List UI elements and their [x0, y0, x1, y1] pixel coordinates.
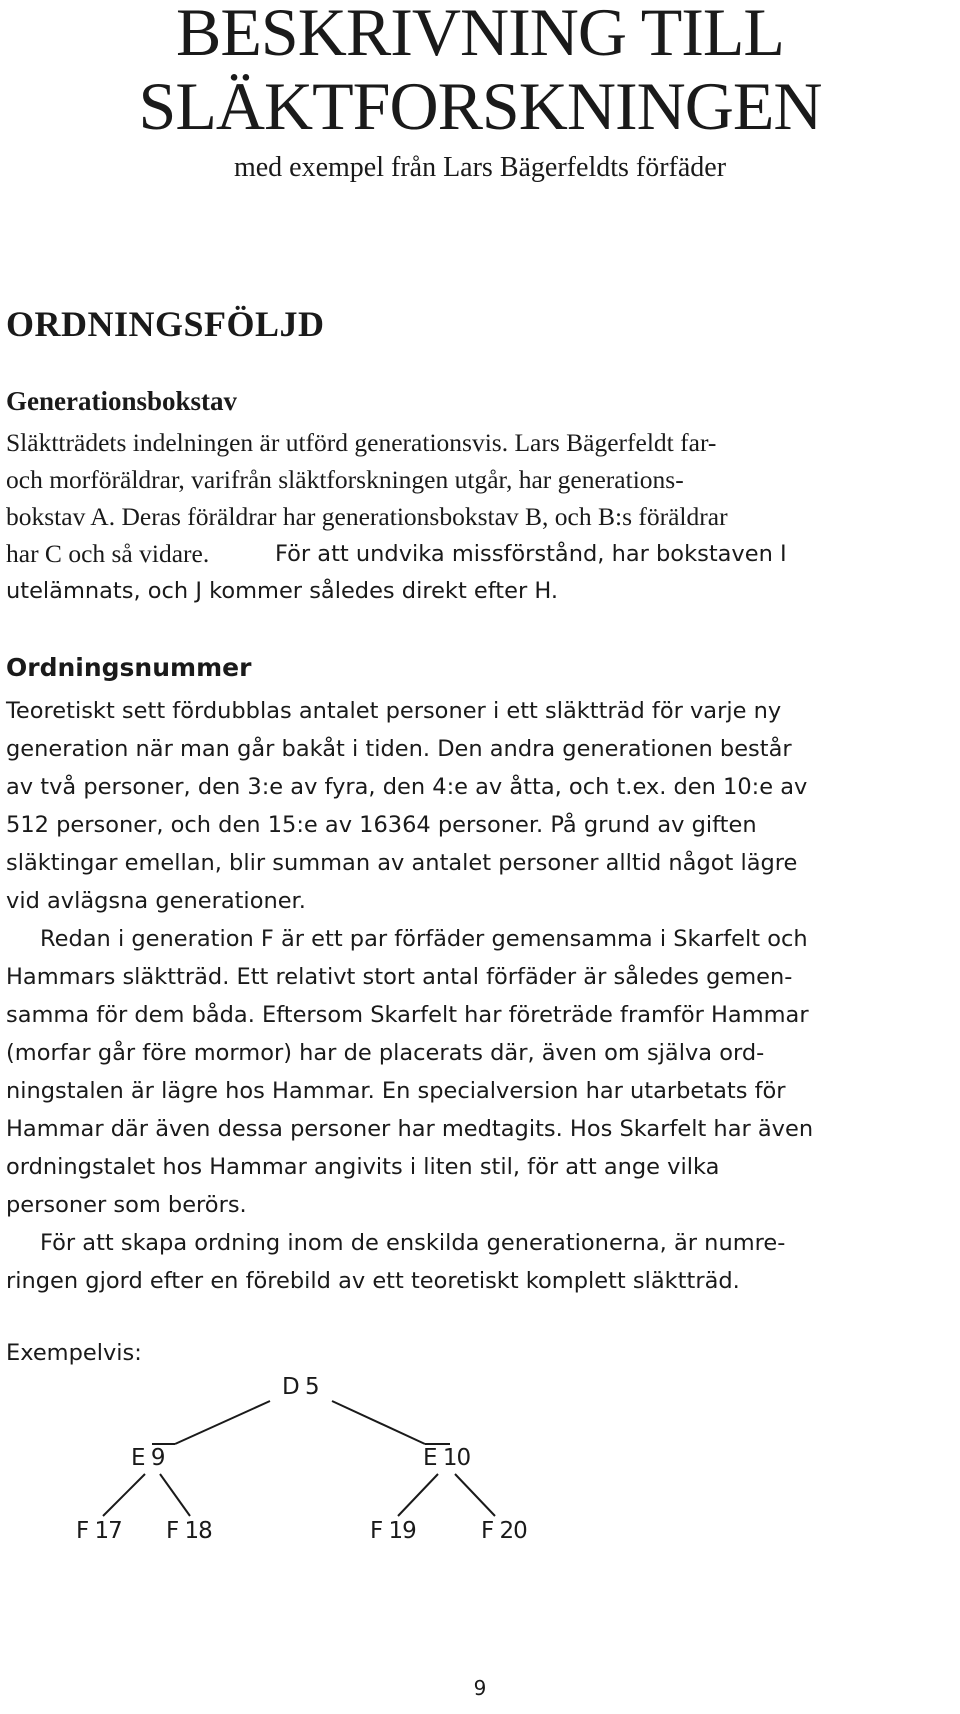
- paragraph-line: utelämnats, och J kommer således direkt efter H.: [6, 578, 559, 604]
- tree-node-root: D 5: [282, 1374, 319, 1400]
- paragraph-line: personer som berörs.: [6, 1192, 247, 1218]
- document-subtitle: med exempel från Lars Bägerfeldts förfäder: [233, 152, 727, 183]
- paragraph-line: samma för dem båda. Eftersom Skarfelt har företräde framför Hammar: [6, 1002, 809, 1028]
- paragraph-line: ningstalen är lägre hos Hammar. En specialversion har utarbetats för: [6, 1078, 786, 1104]
- tree-node-grandchild: F 19: [370, 1518, 416, 1544]
- paragraph-line: bokstav A. Deras föräldrar har generationsbokstav B, och B:s föräldrar: [6, 502, 728, 531]
- numbering-tree-diagram: [0, 1360, 960, 1560]
- tree-edge: [332, 1401, 425, 1444]
- paragraph-line: och morföräldrar, varifrån släktforskningen utgår, har generations-: [6, 465, 684, 494]
- tree-edge: [398, 1474, 438, 1516]
- paragraph-line: vid avlägsna generationer.: [6, 888, 306, 914]
- title-line-1: BESKRIVNING TILL: [176, 0, 784, 70]
- tree-edge: [455, 1474, 495, 1516]
- page-number: 9: [473, 1676, 487, 1700]
- paragraph-line: av två personer, den 3:e av fyra, den 4:e av åtta, och t.ex. den 10:e av: [6, 774, 808, 800]
- paragraph-line: Redan i generation F är ett par förfäder gemensamma i Skarfelt och: [40, 926, 808, 952]
- generation-letter-heading: Generationsbokstav: [6, 386, 238, 416]
- example-label: Exempelvis:: [6, 1340, 142, 1366]
- title-line-2: SLÄKTFORSKNINGEN: [138, 68, 822, 144]
- tree-node-grandchild: F 20: [481, 1518, 527, 1544]
- tree-edge: [160, 1474, 190, 1516]
- paragraph-line: Hammar där även dessa personer har medtagits. Hos Skarfelt har även: [6, 1116, 814, 1142]
- paragraph-line: har C och så vidare.: [6, 539, 210, 568]
- paragraph-line: För att undvika missförstånd, har bokstaven I: [275, 541, 787, 567]
- paragraph-line: 512 personer, och den 15:e av 16364 personer. På grund av giften: [6, 812, 757, 838]
- paragraph-line: (morfar går före mormor) har de placerats där, även om själva ord-: [6, 1040, 765, 1066]
- tree-edge: [103, 1474, 145, 1516]
- tree-edge: [175, 1401, 270, 1444]
- tree-node-grandchild: F 18: [166, 1518, 212, 1544]
- order-number-heading: Ordningsnummer: [6, 653, 252, 682]
- paragraph-line: Släktträdets indelningen är utförd generationsvis. Lars Bägerfeldt far-: [6, 428, 717, 457]
- paragraph-line: ringen gjord efter en förebild av ett teoretiskt komplett släktträd.: [6, 1268, 740, 1294]
- paragraph-line: släktingar emellan, blir summan av antalet personer alltid något lägre: [6, 850, 798, 876]
- paragraph-line: generation när man går bakåt i tiden. Den andra generationen består: [6, 736, 792, 762]
- tree-node-child: E 9: [131, 1445, 165, 1471]
- paragraph-line: ordningstalet hos Hammar angivits i liten stil, för att ange vilka: [6, 1154, 720, 1180]
- section-heading: ORDNINGSFÖLJD: [6, 304, 325, 344]
- tree-node-child: E 10: [423, 1445, 471, 1471]
- paragraph-line: Teoretiskt sett fördubblas antalet personer i ett släktträd för varje ny: [6, 698, 782, 724]
- paragraph-line: Hammars släktträd. Ett relativt stort antal förfäder är således gemen-: [6, 964, 793, 990]
- paragraph-line: För att skapa ordning inom de enskilda generationerna, är numre-: [40, 1230, 786, 1256]
- tree-node-grandchild: F 17: [76, 1518, 122, 1544]
